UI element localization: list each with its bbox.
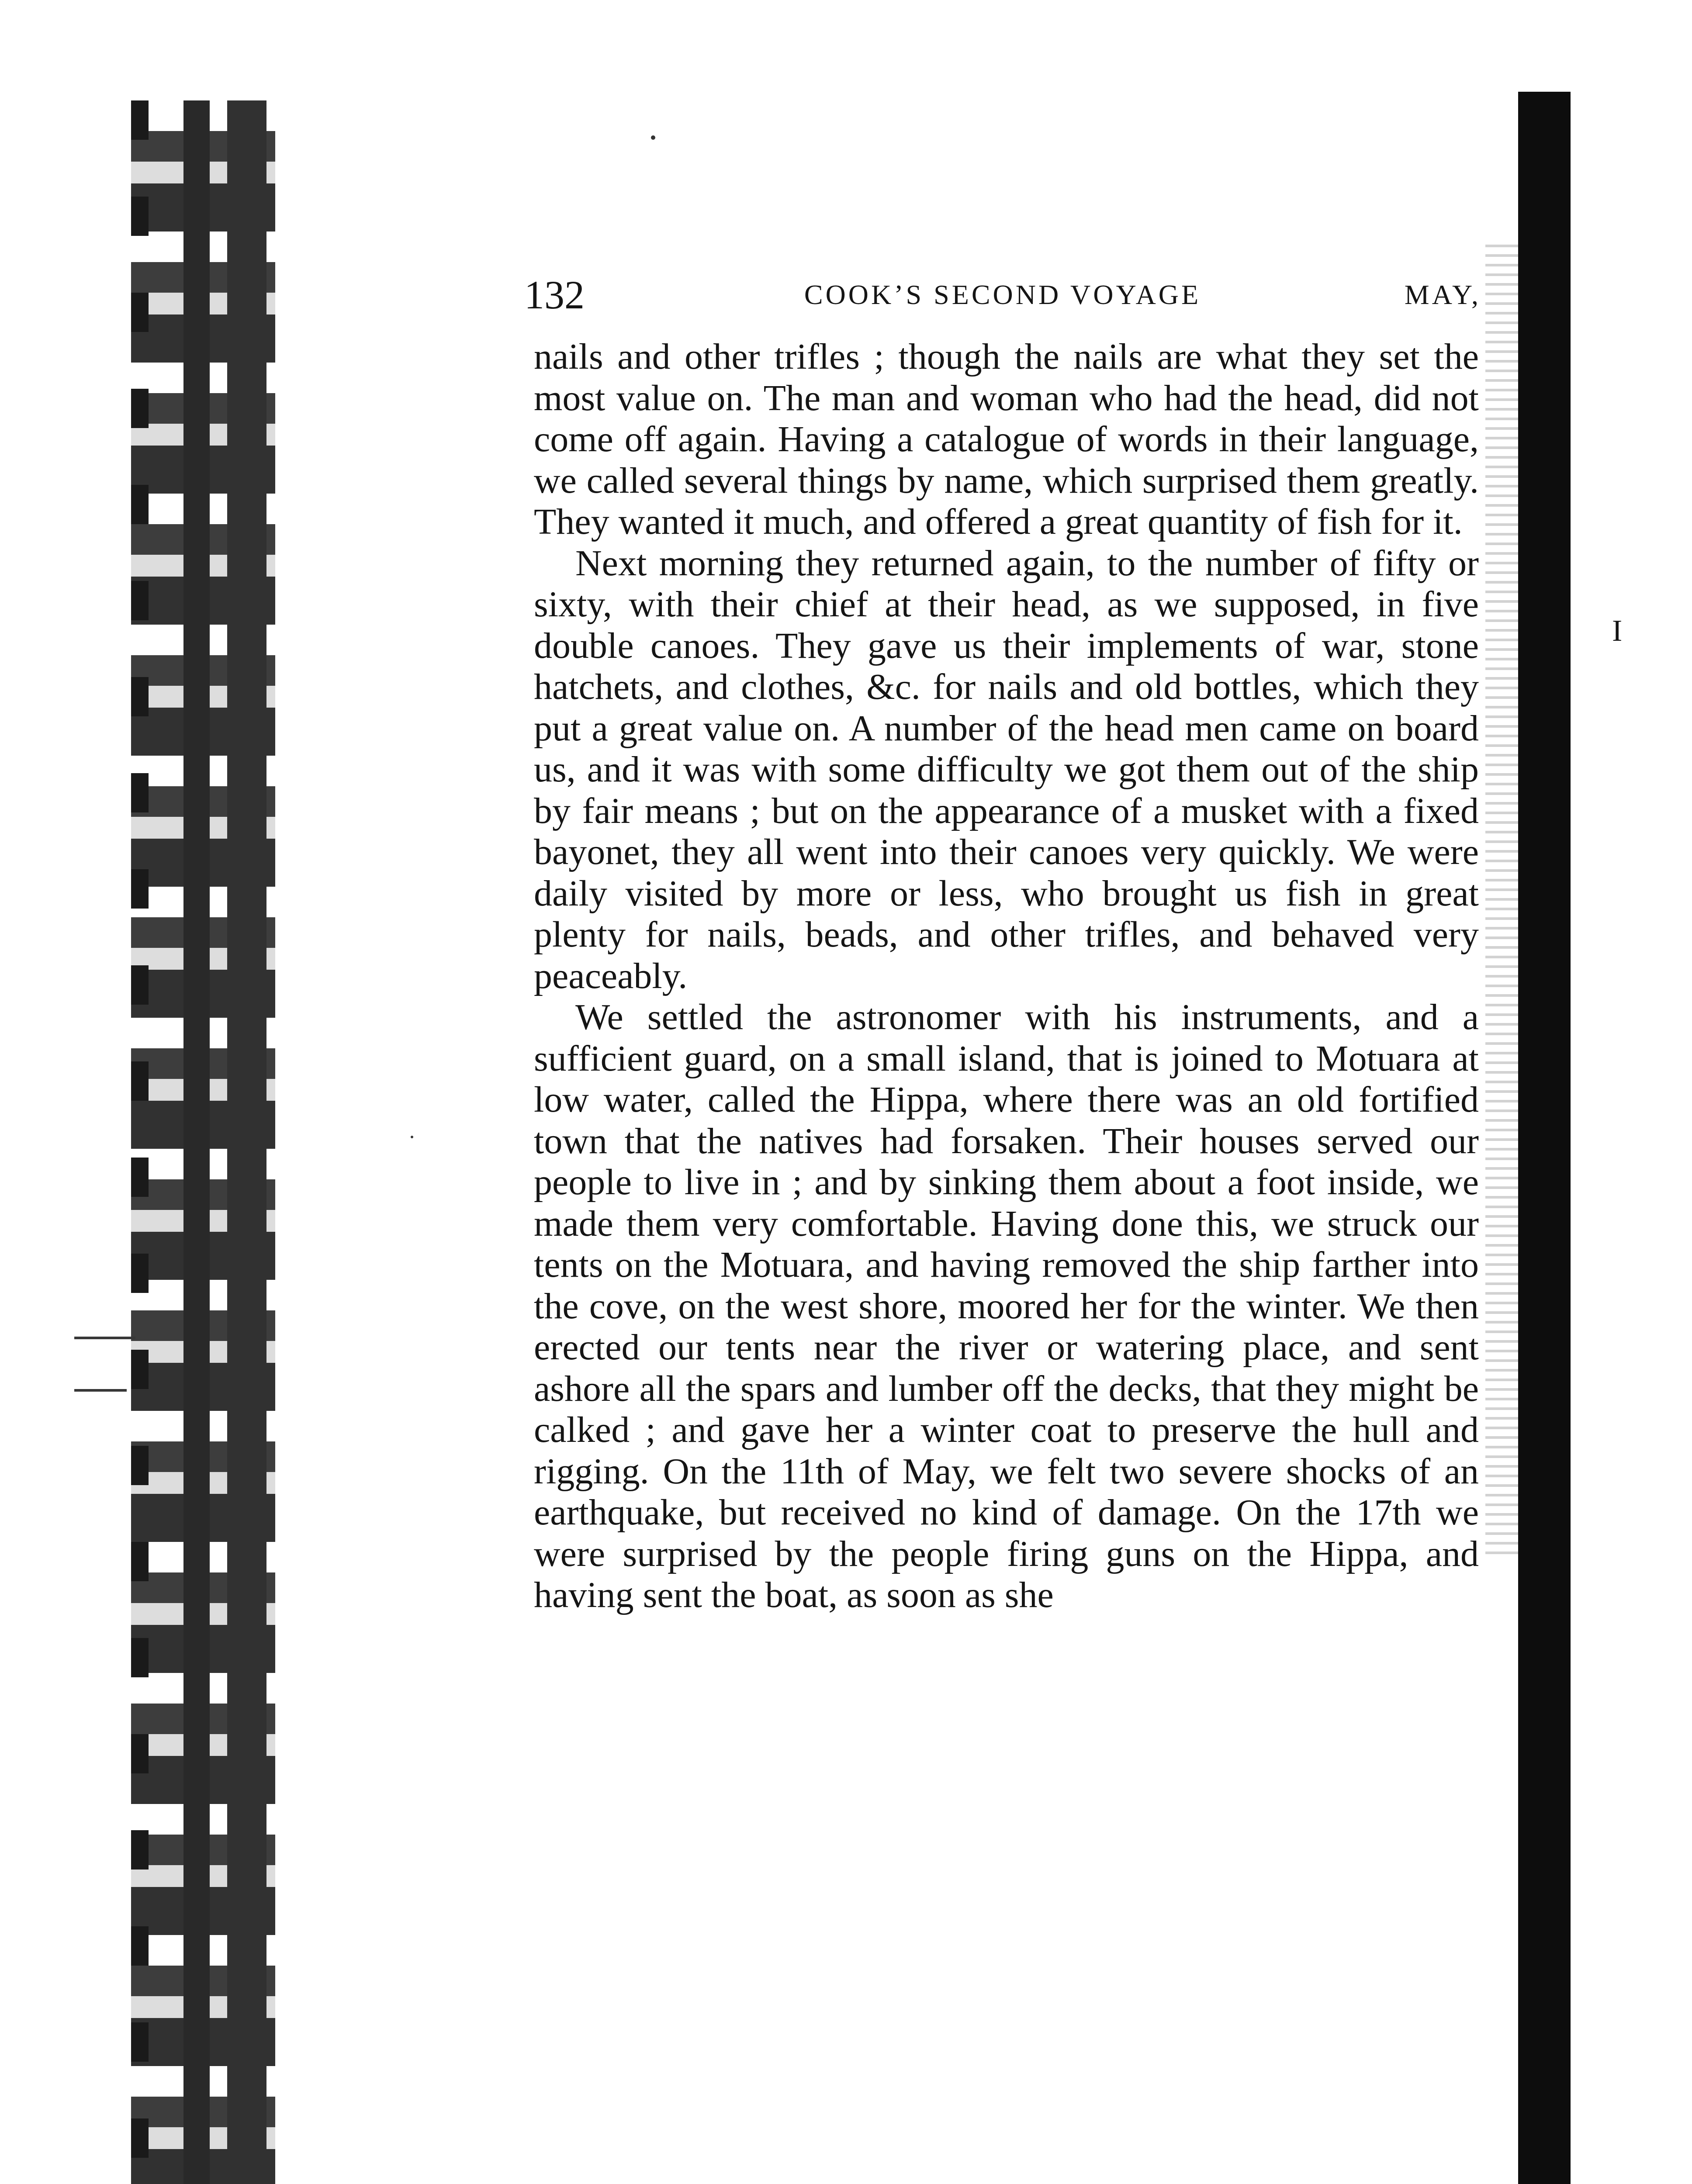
running-month: MAY, (1404, 279, 1481, 310)
right-edge-speckle (1485, 245, 1518, 1555)
left-binding-edge (131, 100, 275, 2184)
running-head (524, 271, 1481, 319)
right-binding-edge (1518, 92, 1571, 2184)
scan-speck (651, 135, 655, 140)
binding-stripe (131, 100, 149, 2184)
binding-stripe (227, 100, 266, 2184)
margin-mark: I (1612, 614, 1623, 648)
running-title: COOK’S SECOND VOYAGE (804, 279, 1201, 310)
binding-tick (74, 1389, 127, 1392)
page-number: 132 (524, 273, 585, 317)
binding-tick (74, 1337, 135, 1339)
paragraph: nails and other trifles ; though the nails are what they set the most value on. The man and woman who had the head, did not come off again. Having a catalogue of words in their language, we called several things by name, which surprised them greatly. They wanted it much, and offered a great quantity of fish for it. (534, 336, 1479, 542)
scan-speck (411, 1136, 413, 1138)
paragraph: Next morning they returned again, to the number of fifty or sixty, with their chief at their head, as we supposed, in five double canoes. They gave us their implements of war, stone hatchets, and clothes, &c. for nails and old bottles, which they put a great value on. A number of the head men came on board us, and it was with some difficulty we got them out of the ship by fair means ; but on the appearance of a musket with a fixed bayonet, they all went into their canoes very quickly. We were daily visited by more or less, who brought us fish in great plenty for nails, beads, and other trifles, and behaved very peaceably. (534, 543, 1479, 996)
paragraph: We settled the astronomer with his instruments, and a sufficient guard, on a small island, that is joined to Motuara at low water, called the Hippa, where there was an old fortified town that the natives had forsaken. Their houses served our people to live in ; and by sinking them about a foot inside, we made them very comfortable. Having done this, we struck our tents on the Motuara, and having removed the ship farther into the cove, on the west shore, moored her for the winter. We then erected our tents near the river or watering place, and sent ashore all the spars and lumber off the decks, that they might be calked ; and gave her a winter coat to preserve the hull and rigging. On the 11th of May, we felt two severe shocks of an earthquake, but received no kind of damage. On the 17th we were surprised by the people firing guns on the Hippa, and having sent the boat, as soon as she (534, 997, 1479, 1615)
binding-stripe (183, 100, 210, 2184)
body-text (534, 336, 1479, 1616)
